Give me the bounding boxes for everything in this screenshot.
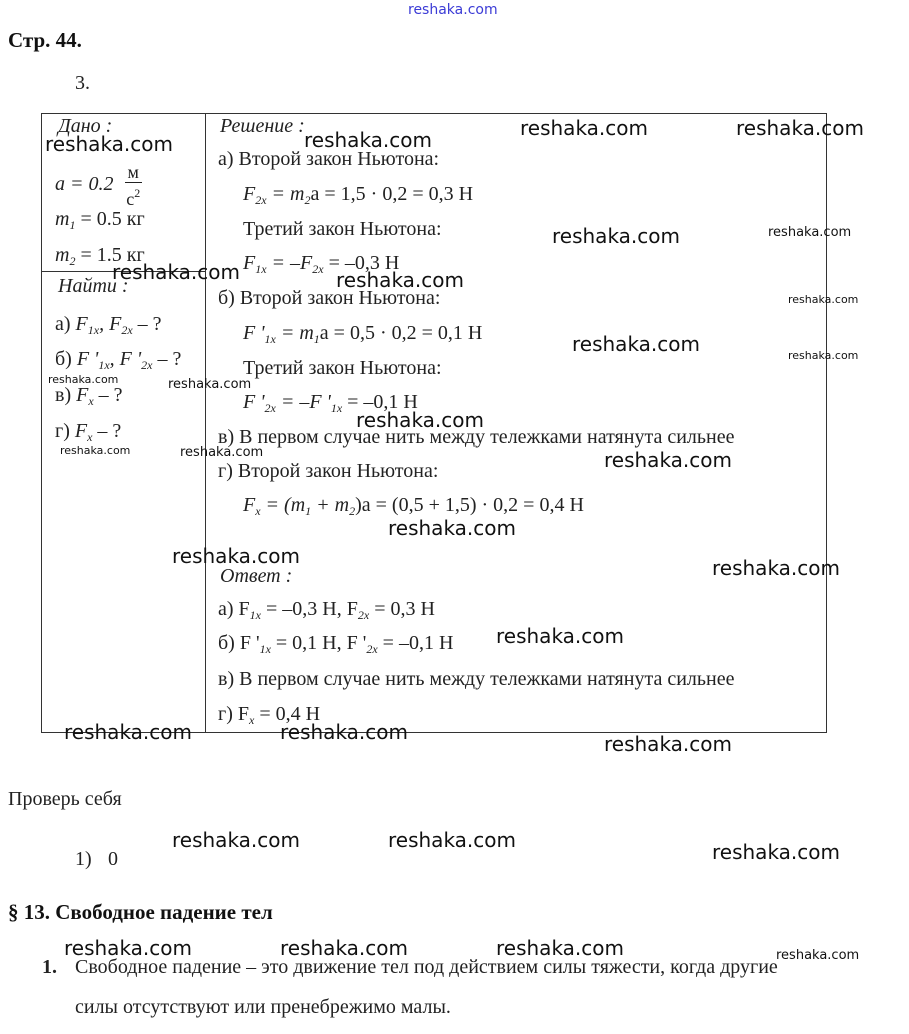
watermark: reshaka.com (64, 720, 192, 744)
watermark: reshaka.com (356, 408, 484, 432)
watermark: reshaka.com (520, 116, 648, 140)
find-item-g: г) $F_x$ – ? (55, 420, 122, 444)
answer-b: б) F '$_{1x} = 0,1$ Н, F '$_{2x} = -0,1$ Н (218, 632, 454, 656)
watermark: reshaka.com (304, 128, 432, 152)
answer-v: в) В первом случае нить между тележками натянута сильнее (218, 668, 735, 690)
watermark: reshaka.com (604, 448, 732, 472)
watermark: reshaka.com (604, 732, 732, 756)
solution-g-law: г) Второй закон Ньютона: (218, 460, 439, 482)
site-header-link[interactable]: reshaka.com (408, 2, 498, 18)
solution-heading: Решение : (220, 115, 305, 137)
solution-third-law-2: Третий закон Ньютона: (243, 357, 442, 379)
watermark: reshaka.com (172, 828, 300, 852)
watermark: reshaka.com (776, 948, 860, 963)
given-mass-1: $m_1 = 0.5$ кг (55, 208, 145, 232)
watermark: reshaka.com (64, 936, 192, 960)
find-item-v: в) $F_x$ – ? (55, 384, 123, 408)
watermark: reshaka.com (736, 116, 864, 140)
solution-a-equation: $F_{2x} = m_2a = 1,5 \cdot 0,2 = 0,3$ Н (243, 183, 474, 207)
task-number: 3. (75, 72, 90, 94)
section-title: § 13. Свободное падение тел (8, 900, 273, 924)
watermark: reshaka.com (112, 260, 240, 284)
definition-line-2: силы отсутствуют или пренебрежимо малы. (75, 996, 451, 1018)
answer-g: г) $F_x = 0,4$ Н (218, 703, 321, 727)
watermark: reshaka.com (496, 624, 624, 648)
find-item-b: б) F '$_{1x}$, F '$_{2x}$ – ? (55, 348, 182, 372)
solution-third-law-1: Третий закон Ньютона: (243, 218, 442, 240)
watermark: reshaka.com (388, 828, 516, 852)
watermark: reshaka.com (280, 936, 408, 960)
definition-number: 1. (42, 956, 57, 978)
solution-b-equation: F '$_{1x} = m_1a = 0,5 \cdot 0,2 = 0,1$ Н (243, 322, 483, 346)
check-item-number: 1) (75, 848, 92, 870)
find-heading: Найти : (58, 275, 129, 297)
solution-a-third-equation: $F_{1x} = -F_{2x} = -0,3$ Н (243, 252, 400, 276)
given-acceleration: a = 0.2 $\frac{м}{с^2}$ (55, 162, 141, 209)
acceleration-unit: $\frac{м}{с^2}$ (126, 162, 141, 209)
given-heading: Дано : (58, 115, 113, 137)
given-mass-2: $m_2 = 1.5$ кг (55, 244, 145, 268)
solution-b-law: б) Второй закон Ньютона: (218, 287, 441, 309)
watermark: reshaka.com (336, 268, 464, 292)
solution-g-equation: $F_x = (m_1 + m_2)a = (0,5 + 1,5) \cdot 0,2 = 0,4$ Н (243, 494, 584, 518)
check-heading: Проверь себя (8, 788, 122, 810)
watermark: reshaka.com (180, 445, 264, 460)
find-item-a: а) $F_{1x}$, $F_{2x}$ – ? (55, 313, 162, 337)
solution-a-law: а) Второй закон Ньютона: (218, 148, 440, 170)
check-item-value: 0 (108, 848, 118, 870)
watermark: reshaka.com (280, 720, 408, 744)
watermark: reshaka.com (552, 224, 680, 248)
watermark: reshaka.com (572, 332, 700, 356)
watermark: reshaka.com (60, 444, 131, 457)
answer-heading: Ответ : (220, 565, 293, 587)
watermark: reshaka.com (45, 132, 173, 156)
answer-a: а) $F_{1x} = -0,3$ Н, $F_{2x} = 0,3$ Н (218, 598, 435, 622)
watermark: reshaka.com (496, 936, 624, 960)
watermark: reshaka.com (168, 377, 252, 392)
watermark: reshaka.com (788, 349, 859, 362)
watermark: reshaka.com (712, 556, 840, 580)
solution-b-third-equation: F '$_{2x} = -F$ '$_{1x} = -0,1$ Н (243, 391, 418, 415)
watermark: reshaka.com (768, 225, 852, 240)
solution-v-conclusion: в) В первом случае нить между тележками натянута сильнее (218, 426, 735, 448)
watermark: reshaka.com (712, 840, 840, 864)
watermark: reshaka.com (388, 516, 516, 540)
page-title: Стр. 44. (8, 28, 82, 52)
table-column-divider (205, 113, 206, 733)
watermark: reshaka.com (172, 544, 300, 568)
watermark: reshaka.com (48, 373, 119, 386)
definition-line-1: Свободное падение – это движение тел под действием силы тяжести, когда другие (75, 956, 778, 978)
watermark: reshaka.com (788, 293, 859, 306)
